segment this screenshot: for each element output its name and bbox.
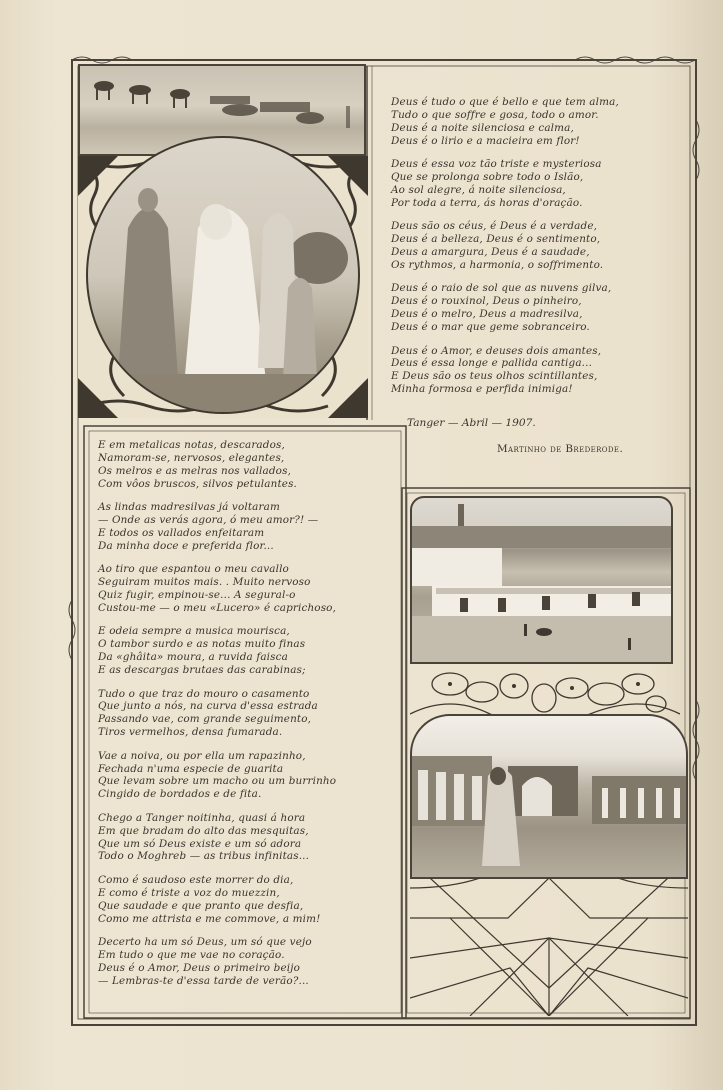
verse-line: E Deus são os teus olhos scintillantes,	[391, 370, 598, 383]
author-signature: Martinho de Brederode.	[497, 443, 624, 455]
verse-line: Deus é a noite silenciosa e calma,	[391, 121, 574, 134]
stanza	[391, 158, 661, 210]
verse-line: Deus é o Amor, e deuses dois amantes,	[391, 344, 602, 357]
street-arcade	[412, 716, 688, 879]
dateline: Tanger — Abril — 1907.	[407, 417, 536, 429]
verse-line: Os melros e as melras nos vallados,	[98, 464, 292, 477]
women-figures	[88, 138, 360, 414]
verse-line: Que saudade e que pranto que desfia,	[98, 899, 304, 912]
verse-line: Deus é o rouxinol, Deus o pinheiro,	[391, 295, 582, 308]
stanza	[98, 750, 398, 802]
verse-line: Quiz fugir, empinou-se... A segural-o	[98, 589, 296, 602]
verse-line: Deus é o lirio e a macieira em flor!	[391, 134, 580, 147]
verse-line: Tudo o que traz do mouro o casamento	[98, 687, 310, 700]
verse-line: Deus é o Amor, Deus o primeiro beijo	[98, 961, 301, 974]
verse-line: Passando vae, com grande seguimento,	[98, 713, 312, 726]
stanza	[391, 220, 661, 272]
stanza	[98, 812, 398, 864]
verse-line: Que um só Deus existe e um só adora	[98, 837, 302, 850]
verse-line: Da minha doce e preferida flor...	[98, 539, 274, 552]
verse-line: — Lembras-te d'essa tarde de verão?...	[98, 974, 309, 987]
stanza	[98, 874, 398, 926]
stanza	[391, 345, 661, 397]
veiled-women-photo	[86, 136, 360, 414]
verse-line: Deus é a belleza, Deus é o sentimento,	[391, 233, 601, 246]
verse-line: Deus é o melro, Deus a madresilva,	[391, 308, 583, 321]
verse-line: E odeia sempre a musica mourisca,	[98, 625, 290, 638]
town-photo	[410, 496, 673, 664]
verse-line: Que se prolonga sobre todo o Islão,	[391, 171, 584, 184]
verse-line: Por toda a terra, ás horas d'oração.	[391, 196, 583, 209]
cactus-ornament	[410, 664, 680, 720]
verse-line: Em tudo o que me vae no coração.	[98, 948, 285, 961]
verse-line: Da «ghâita» moura, a ruvida faisca	[98, 651, 288, 664]
verse-line: Tudo o que soffre e gosa, todo o amor.	[391, 108, 599, 121]
geometric-ornament	[410, 878, 688, 1016]
verse-line: Que levam sobre um macho ou um burrinho	[98, 775, 337, 788]
verse-line: Que junto a nós, na curva d'essa estrada	[98, 700, 318, 713]
verse-line: Com vôos bruscos, silvos petulantes.	[98, 477, 298, 490]
poem-top	[391, 96, 661, 407]
verse-line: E todos os vallados enfeitaram	[98, 526, 265, 539]
verse-line: E em metalicas notas, descarados,	[98, 439, 285, 451]
verse-line: O tambor surdo e as notas muito finas	[98, 638, 306, 651]
verse-line: E as descargas brutaes das carabinas;	[98, 664, 306, 677]
verse-line: Em que bradam do alto das mesquitas,	[98, 824, 309, 837]
verse-line: Tiros vermelhos, densa fumarada.	[98, 726, 283, 739]
verse-line: Fechada n'uma especie de guarita	[98, 762, 284, 775]
verse-line: Ao tiro que espantou o meu cavallo	[98, 563, 289, 576]
verse-line: Ao sol alegre, á noite silenciosa,	[391, 183, 566, 196]
stanza	[98, 936, 398, 988]
verse-line: Deus a amargura, Deus é a saudade,	[391, 246, 590, 259]
verse-line: Seguiram muitos mais. . Muito nervoso	[98, 576, 311, 589]
verse-line: Deus é o raio de sol que as nuvens gilva,	[391, 282, 612, 295]
stanza	[98, 501, 398, 553]
stanza	[98, 563, 398, 615]
stanza	[391, 282, 661, 334]
stanza	[98, 688, 398, 740]
stanza	[98, 439, 398, 491]
verse-line: Deus é essa longe e pallida cantiga...	[391, 357, 593, 370]
verse-line: Deus é essa voz tão triste e mysteriosa	[391, 158, 602, 171]
verse-line: Custou-me — o meu «Lucero» é caprichoso,	[98, 601, 337, 614]
verse-line: Todo o Moghreb — as tribus infinitas...	[98, 850, 310, 863]
verse-line: Chego a Tanger noitinha, quasi á hora	[98, 811, 306, 824]
verse-line: Deus é o mar que geme sobranceiro.	[391, 321, 590, 334]
verse-line: Namoram-se, nervosos, elegantes,	[98, 451, 285, 464]
verse-line: Cingido de bordados e de fita.	[98, 788, 262, 801]
street-photo	[410, 714, 688, 879]
verse-line: Como é saudoso este morrer do dia,	[98, 873, 294, 886]
stanza	[391, 96, 661, 148]
town-buildings	[412, 498, 673, 664]
verse-line: Deus são os céus, é Deus é a verdade,	[391, 220, 598, 233]
verse-line: Como me attrista e me commove, a mim!	[98, 912, 321, 925]
verse-line: As lindas madresilvas já voltaram	[98, 501, 280, 514]
verse-line: Os rythmos, a harmonia, o soffrimento.	[391, 258, 604, 271]
verse-line: — Onde as verás agora, ó meu amor?! —	[98, 514, 319, 527]
verse-line: Deus é tudo o que é bello e que tem alma,	[391, 96, 619, 108]
verse-line: Minha formosa e perfida inimiga!	[391, 383, 573, 396]
poem-left	[98, 439, 398, 998]
stanza	[98, 625, 398, 677]
verse-line: E como é triste a voz do muezzin,	[98, 886, 280, 899]
verse-line: Decerto ha um só Deus, um só que vejo	[98, 936, 312, 948]
verse-line: Vae a noiva, ou por ella um rapazinho,	[98, 749, 306, 762]
